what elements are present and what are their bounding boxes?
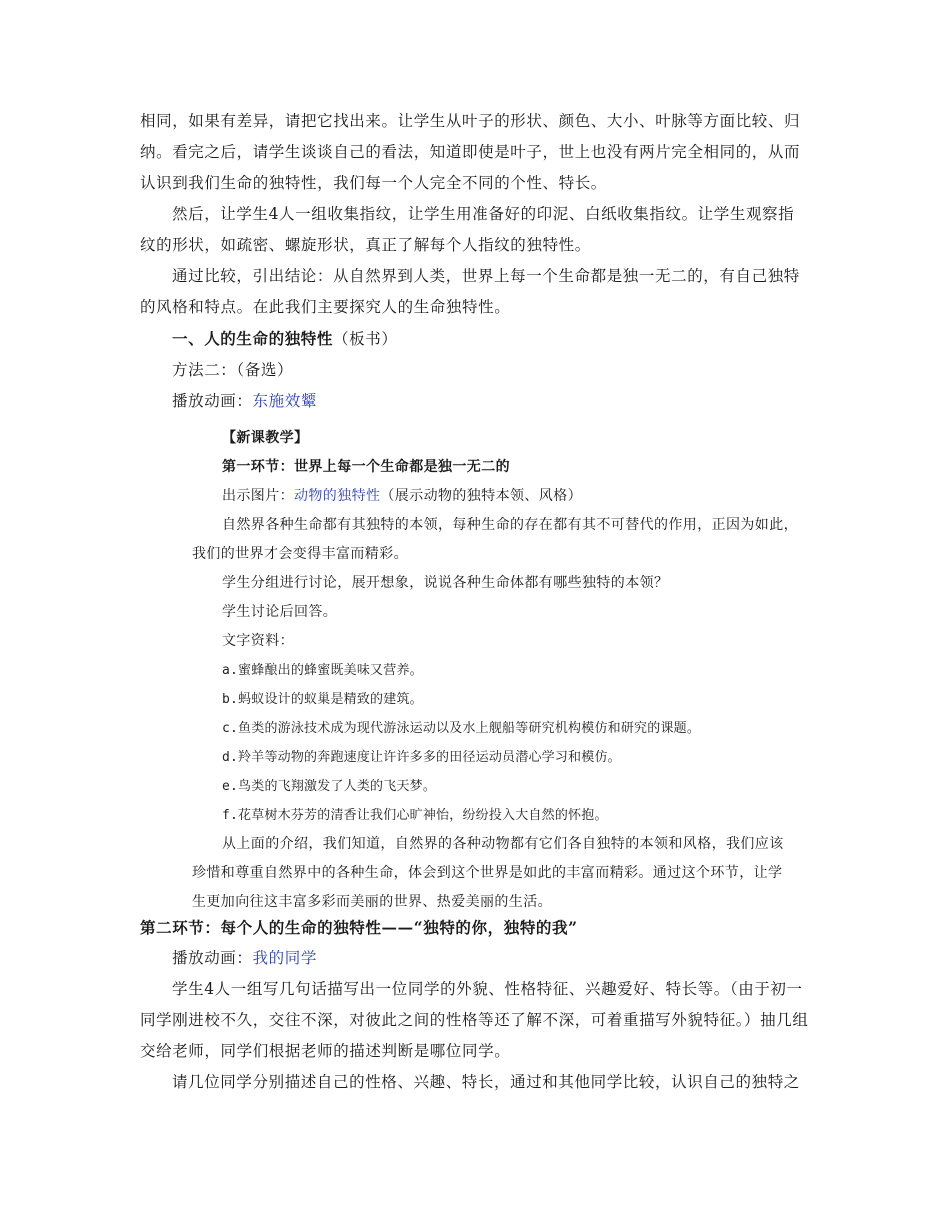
show-note: （展示动物的独特本领、风格）	[380, 488, 583, 504]
material-item: e.鸟类的飞翔激发了人类的飞天梦。	[222, 779, 437, 794]
summary-line3: 生更加向往这丰富多彩而美丽的世界、热爱美丽的生活。	[192, 894, 552, 910]
heading-life-uniqueness	[140, 323, 810, 355]
second-section	[140, 912, 810, 1098]
play-label-2: 播放动画：	[172, 949, 253, 967]
material-item: b.蚂蚁设计的蚁巢是精致的建筑。	[222, 692, 423, 707]
discussion-prompt: 学生分组进行讨论，展开想象，说说各种生命体都有哪些独特的本领？	[222, 575, 669, 591]
nature-paragraph-line2: 我们的世界才会变得丰富而精彩。	[192, 546, 408, 562]
paragraph-conclusion: 通过比较，引出结论：从自然界到人类，世界上每一个生命都是独一无二的，有自己独特的风格和特点。在此我们主要探究人的生命独特性。	[140, 267, 800, 316]
heading-text: 一、人的生命的独特性	[172, 329, 334, 348]
material-item: f.花草树木芬芳的清香让我们心旷神怡，纷纷投入大自然的怀抱。	[222, 808, 608, 823]
animation-link-classmate[interactable]: 我的同学	[252, 949, 317, 967]
heading-note: （板书）	[333, 330, 398, 348]
nature-paragraph-line1: 自然界各种生命都有其独特的本领，每种生命的存在都有其不可替代的作用，正因为如此，	[222, 517, 798, 533]
material-item: c.鱼类的游泳技术成为现代游泳运动以及水上舰船等研究机构模仿和研究的课题。	[222, 721, 701, 736]
paragraph-self-description: 请几位同学分别描述自己的性格、兴趣、特长，通过和其他同学比较，认识自己的独特之	[172, 1073, 800, 1091]
text-materials-label: 文字资料：	[222, 633, 294, 649]
intro-section	[140, 106, 810, 417]
student-answer: 学生讨论后回答。	[222, 604, 338, 620]
method-two: 方法二：（备选）	[172, 361, 294, 379]
show-picture-line	[192, 482, 812, 511]
section-two-heading: 第二环节：每个人的生命的独特性——“独特的你，独特的我”	[140, 918, 578, 937]
material-item: d.羚羊等动物的奔跑速度让许许多多的田径运动员潜心学习和模仿。	[222, 750, 621, 765]
summary-line2: 珍惜和尊重自然界中的各种生命，体会到这个世界是如此的丰富而精彩。通过这个环节，让学	[192, 865, 783, 881]
new-lesson-heading: 【新课教学】	[222, 430, 309, 446]
section-one-heading: 第一环节：世界上每一个生命都是独一无二的	[222, 459, 510, 475]
play-animation-line-2	[140, 943, 810, 974]
play-label: 播放动画：	[172, 392, 253, 410]
summary-line1: 从上面的介绍，我们知道，自然界的各种动物都有它们各自独特的本领和风格，我们应该	[222, 836, 784, 852]
show-label: 出示图片：	[222, 488, 294, 504]
paragraph-leaf-comparison: 相同，如果有差异，请把它找出来。让学生从叶子的形状、颜色、大小、叶脉等方面比较、归纳。看完之后，请学生谈谈自己的看法，知道即使是叶子，世上也没有两片完全相同的，从而认识到我们生命的独特性，我们每一个人完全不同的个性、特长。	[140, 112, 801, 192]
paragraph-describe-classmate: 学生4人一组写几句话描写出一位同学的外貌、性格特征、兴趣爱好、特长等。（由于初一同学刚进校不久，交往不深，对彼此之间的性格等还了解不深，可着重描写外貌特征。）抽几组交给老师，同学们根据老师的描述判断是哪位同学。	[140, 980, 809, 1060]
material-item: a.蜜蜂酿出的蜂蜜既美味又营养。	[222, 663, 423, 678]
play-animation-line	[140, 386, 810, 417]
paragraph-fingerprint: 然后，让学生4人一组收集指纹，让学生用准备好的印泥、白纸收集指纹。让学生观察指纹的形状，如疏密、螺旋形状，真正了解每个人指纹的独特性。	[140, 205, 795, 254]
animation-link-dongshi[interactable]: 东施效颦	[252, 392, 317, 410]
inset-lesson-image	[192, 424, 812, 917]
animal-uniqueness-link[interactable]: 动物的独特性	[294, 488, 381, 504]
